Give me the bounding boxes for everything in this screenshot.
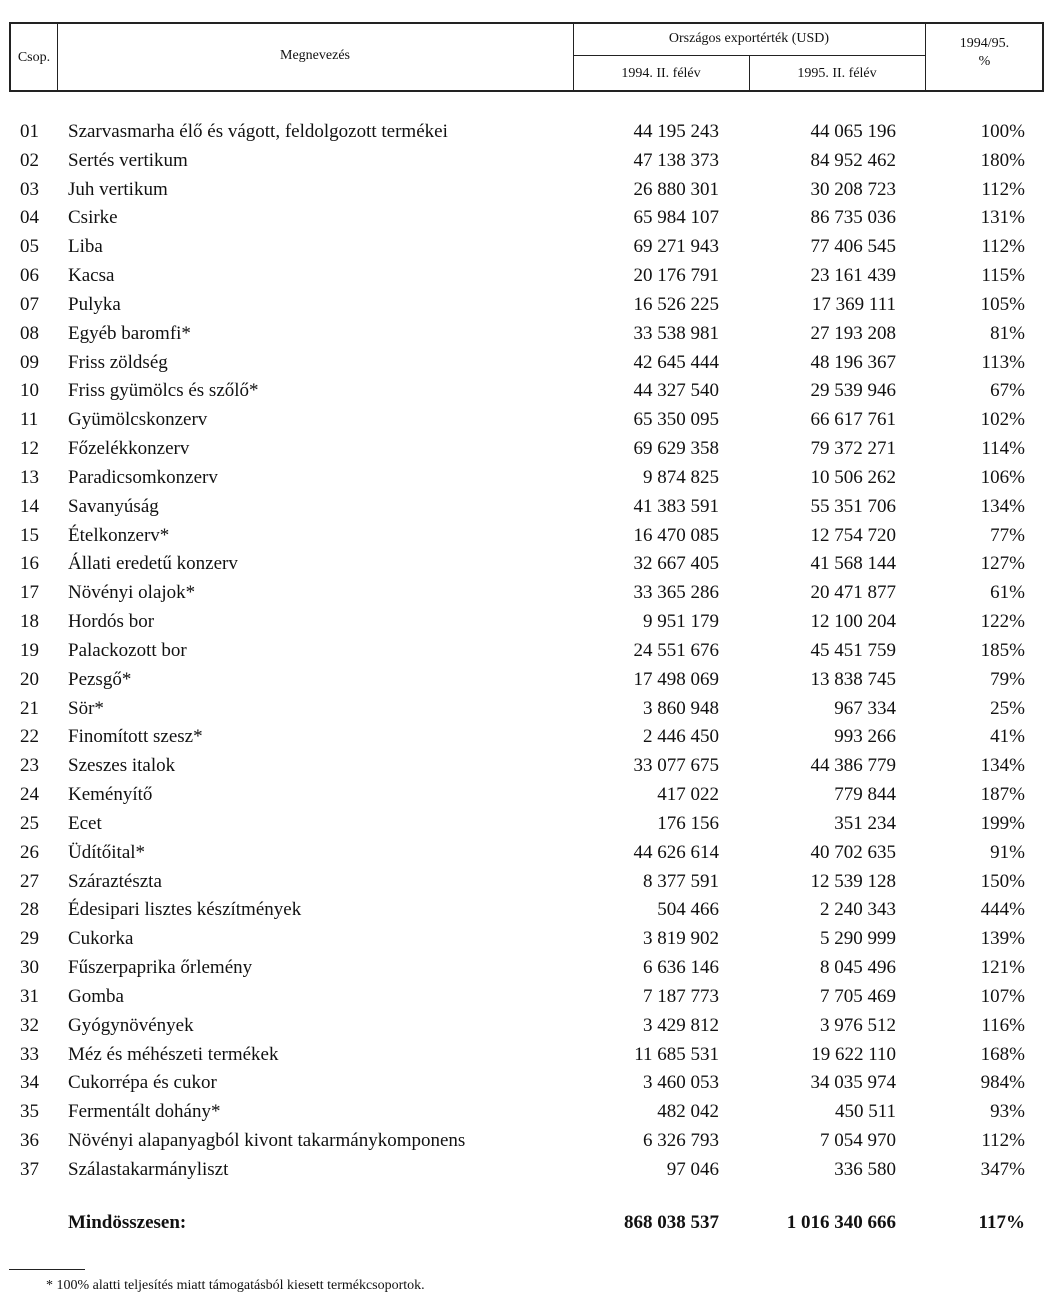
- row-value-1994: 16 526 225: [633, 293, 719, 315]
- row-code: 13: [20, 466, 39, 488]
- row-name: Szálastakarmányliszt: [68, 1158, 229, 1180]
- row-name: Állati eredetű konzerv: [68, 553, 238, 575]
- row-value-1994: 32 667 405: [633, 553, 719, 575]
- header-code: Csop.: [17, 50, 51, 65]
- row-value-1994: 26 880 301: [633, 178, 719, 200]
- row-percent: 131%: [980, 207, 1025, 229]
- row-value-1994: 9 951 179: [643, 611, 719, 633]
- row-value-1994: 65 350 095: [633, 409, 719, 431]
- row-name: Gyógynövények: [68, 1014, 194, 1036]
- row-percent: 112%: [981, 1129, 1025, 1151]
- row-value-1995: 7 705 469: [820, 985, 896, 1007]
- row-name: Paradicsomkonzerv: [68, 466, 218, 488]
- row-value-1994: 42 645 444: [633, 351, 719, 373]
- row-percent: 139%: [980, 928, 1025, 950]
- row-code: 23: [20, 755, 39, 777]
- row-value-1994: 504 466: [657, 899, 719, 921]
- row-code: 22: [20, 726, 39, 748]
- row-name: Egyéb baromfi*: [68, 322, 191, 344]
- total-label: Mindösszesen:: [68, 1212, 187, 1233]
- row-name: Cukorrépa és cukor: [68, 1072, 217, 1094]
- row-name: Palackozott bor: [68, 639, 187, 661]
- row-value-1995: 5 290 999: [820, 928, 896, 950]
- row-value-1994: 482 042: [657, 1101, 719, 1123]
- row-value-1995: 17 369 111: [811, 293, 896, 315]
- row-code: 05: [20, 236, 39, 258]
- table-row: [0, 1070, 1047, 1099]
- row-code: 25: [20, 812, 39, 834]
- table-row: [0, 523, 1047, 552]
- row-value-1995: 86 735 036: [810, 207, 896, 229]
- row-value-1994: 65 984 107: [633, 207, 719, 229]
- row-value-1994: 41 383 591: [633, 495, 719, 517]
- row-percent: 91%: [990, 841, 1025, 863]
- row-percent: 134%: [980, 495, 1025, 517]
- row-code: 19: [20, 639, 39, 661]
- row-value-1995: 19 622 110: [811, 1043, 896, 1065]
- header-1994: 1994. II. félév: [621, 66, 701, 81]
- row-value-1995: 23 161 439: [810, 265, 896, 287]
- row-value-1994: 44 195 243: [633, 121, 719, 142]
- row-value-1995: 44 065 196: [810, 121, 896, 142]
- row-percent: 102%: [980, 409, 1025, 431]
- table-row: [0, 551, 1047, 580]
- row-percent: 112%: [981, 178, 1025, 200]
- row-value-1995: 34 035 974: [810, 1072, 896, 1094]
- row-value-1994: 3 819 902: [643, 928, 719, 950]
- row-value-1994: 9 874 825: [643, 466, 719, 488]
- footnote: * 100% alatti teljesítés miatt támogatásból kiesett termékcsoportok.: [46, 1278, 425, 1293]
- row-value-1994: 3 429 812: [643, 1014, 719, 1036]
- row-percent: 115%: [981, 265, 1025, 287]
- row-percent: 77%: [990, 524, 1025, 546]
- row-percent: 121%: [980, 957, 1025, 979]
- row-value-1995: 351 234: [834, 812, 896, 834]
- row-percent: 185%: [980, 639, 1025, 661]
- total-1995: 1 016 340 666: [786, 1212, 896, 1233]
- row-code: 34: [20, 1072, 39, 1094]
- table-row: [0, 148, 1047, 177]
- row-percent: 25%: [990, 697, 1025, 719]
- row-name: Kacsa: [68, 265, 115, 287]
- row-code: 27: [20, 870, 39, 892]
- row-value-1994: 33 077 675: [633, 755, 719, 777]
- row-value-1995: 8 045 496: [820, 957, 896, 979]
- row-code: 21: [20, 697, 39, 719]
- row-code: 17: [20, 582, 39, 604]
- row-percent: 81%: [990, 322, 1025, 344]
- row-value-1994: 16 470 085: [633, 524, 719, 546]
- row-value-1994: 417 022: [657, 784, 719, 806]
- row-name: Cukorka: [68, 928, 134, 950]
- row-name: Friss zöldség: [68, 351, 168, 373]
- row-name: Liba: [68, 236, 103, 258]
- row-value-1994: 3 860 948: [643, 697, 719, 719]
- row-percent: 41%: [990, 726, 1025, 748]
- total-1994: 868 038 537: [624, 1212, 719, 1233]
- header-ratio-unit: %: [978, 54, 991, 69]
- row-value-1994: 176 156: [657, 812, 719, 834]
- row-percent: 67%: [990, 380, 1025, 402]
- row-code: 28: [20, 899, 39, 921]
- table-row: [0, 1013, 1047, 1042]
- row-value-1995: 29 539 946: [810, 380, 896, 402]
- row-value-1994: 3 460 053: [643, 1072, 719, 1094]
- table-row: [0, 378, 1047, 407]
- row-name: Növényi alapanyagból kivont takarmánykomponens: [68, 1129, 466, 1151]
- table-row: [0, 177, 1047, 206]
- row-code: 26: [20, 841, 39, 863]
- table-row: [0, 1042, 1047, 1071]
- row-value-1995: 41 568 144: [810, 553, 896, 575]
- row-name: Keményítő: [68, 784, 153, 806]
- row-percent: 112%: [981, 236, 1025, 258]
- row-name: Fűszerpaprika őrlemény: [68, 957, 253, 979]
- header-export-group: Országos exportérték (USD): [668, 31, 830, 46]
- row-name: Hordós bor: [68, 611, 155, 633]
- row-name: Pulyka: [68, 293, 121, 315]
- row-percent: 107%: [980, 985, 1025, 1007]
- row-code: 29: [20, 928, 39, 950]
- row-code: 20: [20, 668, 39, 690]
- row-code: 35: [20, 1101, 39, 1123]
- row-name: Üdítőital*: [68, 841, 146, 863]
- row-percent: 168%: [980, 1043, 1025, 1065]
- row-name: Méz és méhészeti termékek: [68, 1043, 279, 1065]
- row-code: 14: [20, 495, 39, 517]
- row-code: 10: [20, 380, 39, 402]
- row-code: 07: [20, 293, 39, 315]
- row-name: Szarvasmarha élő és vágott, feldolgozott termékei: [68, 121, 448, 142]
- row-percent: 984%: [980, 1072, 1025, 1094]
- row-name: Pezsgő*: [68, 668, 132, 690]
- row-name: Gyümölcskonzerv: [68, 409, 208, 431]
- row-percent: 444%: [980, 899, 1025, 921]
- row-percent: 127%: [980, 553, 1025, 575]
- row-value-1995: 10 506 262: [810, 466, 896, 488]
- table-header: [9, 22, 1044, 92]
- table-row: [0, 205, 1047, 234]
- row-name: Ecet: [68, 812, 102, 834]
- row-code: 36: [20, 1129, 39, 1151]
- table-row: [0, 321, 1047, 350]
- row-value-1995: 3 976 512: [820, 1014, 896, 1036]
- header-1995: 1995. II. félév: [797, 66, 877, 81]
- table-row: [0, 119, 1047, 148]
- row-value-1994: 2 446 450: [643, 726, 719, 748]
- row-percent: 116%: [981, 1014, 1025, 1036]
- row-name: Száraztészta: [68, 870, 162, 892]
- row-percent: 180%: [980, 149, 1025, 171]
- row-value-1995: 40 702 635: [810, 841, 896, 863]
- row-code: 09: [20, 351, 39, 373]
- row-code: 01: [20, 121, 39, 142]
- row-value-1994: 17 498 069: [633, 668, 719, 690]
- row-value-1995: 12 100 204: [810, 611, 896, 633]
- table-row: [0, 580, 1047, 609]
- row-name: Juh vertikum: [68, 178, 168, 200]
- row-percent: 113%: [981, 351, 1025, 373]
- table-row: [0, 292, 1047, 321]
- table-row: [0, 696, 1047, 725]
- table-body: [0, 119, 1047, 1186]
- row-value-1994: 69 629 358: [633, 438, 719, 460]
- row-code: 18: [20, 611, 39, 633]
- row-percent: 105%: [980, 293, 1025, 315]
- row-percent: 199%: [980, 812, 1025, 834]
- row-value-1994: 44 626 614: [633, 841, 719, 863]
- row-value-1995: 779 844: [834, 784, 896, 806]
- table-row: [0, 897, 1047, 926]
- row-name: Édesipari lisztes készítmények: [68, 899, 302, 921]
- row-percent: 122%: [980, 611, 1025, 633]
- table-row: [0, 407, 1047, 436]
- row-value-1995: 66 617 761: [810, 409, 896, 431]
- table-row: [0, 609, 1047, 638]
- row-code: 16: [20, 553, 39, 575]
- row-value-1995: 12 754 720: [810, 524, 896, 546]
- row-percent: 79%: [990, 668, 1025, 690]
- table-row: [0, 926, 1047, 955]
- table-row: [0, 840, 1047, 869]
- table-row: [0, 263, 1047, 292]
- row-name: Finomított szesz*: [68, 726, 203, 748]
- row-percent: 187%: [980, 784, 1025, 806]
- row-code: 02: [20, 149, 39, 171]
- row-value-1994: 6 636 146: [643, 957, 719, 979]
- row-name: Fermentált dohány*: [68, 1101, 221, 1123]
- row-percent: 150%: [980, 870, 1025, 892]
- table-row: [0, 869, 1047, 898]
- table-row: [0, 984, 1047, 1013]
- row-name: Sör*: [68, 697, 104, 719]
- row-value-1994: 24 551 676: [633, 639, 719, 661]
- row-name: Savanyúság: [68, 495, 159, 517]
- row-value-1995: 2 240 343: [820, 899, 896, 921]
- table-row: [0, 465, 1047, 494]
- total-row: [0, 1212, 1047, 1242]
- row-percent: 93%: [990, 1101, 1025, 1123]
- table-row: [0, 494, 1047, 523]
- row-value-1994: 44 327 540: [633, 380, 719, 402]
- table-row: [0, 350, 1047, 379]
- row-value-1995: 450 511: [834, 1101, 896, 1123]
- table-row: [0, 1157, 1047, 1186]
- row-value-1995: 7 054 970: [820, 1129, 896, 1151]
- total-pct: 117%: [978, 1212, 1025, 1233]
- row-percent: 114%: [981, 438, 1025, 460]
- row-percent: 134%: [980, 755, 1025, 777]
- row-value-1994: 6 326 793: [643, 1129, 719, 1151]
- row-name: Növényi olajok*: [68, 582, 196, 604]
- row-percent: 106%: [980, 466, 1025, 488]
- row-value-1994: 47 138 373: [633, 149, 719, 171]
- row-code: 30: [20, 957, 39, 979]
- row-name: Csirke: [68, 207, 118, 229]
- table-row: [0, 667, 1047, 696]
- row-name: Sertés vertikum: [68, 149, 188, 171]
- row-code: 08: [20, 322, 39, 344]
- row-code: 24: [20, 784, 39, 806]
- row-name: Szeszes italok: [68, 755, 176, 777]
- row-value-1995: 30 208 723: [810, 178, 896, 200]
- table-row: [0, 1128, 1047, 1157]
- table-row: [0, 436, 1047, 465]
- table-row: [0, 753, 1047, 782]
- row-value-1995: 79 372 271: [810, 438, 896, 460]
- row-value-1994: 33 538 981: [633, 322, 719, 344]
- row-code: 11: [20, 409, 39, 431]
- row-percent: 61%: [990, 582, 1025, 604]
- row-name: Főzelékkonzerv: [68, 438, 190, 460]
- row-percent: 100%: [980, 121, 1025, 142]
- row-code: 12: [20, 438, 39, 460]
- row-value-1994: 20 176 791: [633, 265, 719, 287]
- row-value-1995: 77 406 545: [810, 236, 896, 258]
- header-ratio: 1994/95.: [959, 36, 1010, 51]
- row-name: Ételkonzerv*: [68, 524, 170, 546]
- row-code: 31: [20, 985, 39, 1007]
- table-row: [0, 955, 1047, 984]
- table-row: [0, 234, 1047, 263]
- row-value-1994: 69 271 943: [633, 236, 719, 258]
- table-row: [0, 811, 1047, 840]
- row-value-1995: 27 193 208: [810, 322, 896, 344]
- row-value-1995: 20 471 877: [810, 582, 896, 604]
- row-code: 32: [20, 1014, 39, 1036]
- row-value-1995: 993 266: [834, 726, 896, 748]
- row-value-1995: 967 334: [834, 697, 896, 719]
- row-code: 03: [20, 178, 39, 200]
- row-value-1995: 48 196 367: [810, 351, 896, 373]
- row-code: 04: [20, 207, 39, 229]
- row-code: 06: [20, 265, 39, 287]
- row-name: Gomba: [68, 985, 124, 1007]
- row-value-1994: 7 187 773: [643, 985, 719, 1007]
- row-code: 15: [20, 524, 39, 546]
- row-value-1995: 45 451 759: [810, 639, 896, 661]
- table-row: [0, 724, 1047, 753]
- row-value-1994: 8 377 591: [643, 870, 719, 892]
- row-code: 33: [20, 1043, 39, 1065]
- footnote-rule: [9, 1269, 85, 1270]
- row-percent: 347%: [980, 1158, 1025, 1180]
- table-row: [0, 638, 1047, 667]
- row-value-1994: 11 685 531: [634, 1043, 719, 1065]
- table-row: [0, 1099, 1047, 1128]
- row-value-1995: 12 539 128: [810, 870, 896, 892]
- row-code: 37: [20, 1158, 39, 1180]
- row-value-1995: 84 952 462: [810, 149, 896, 171]
- table-row: [0, 782, 1047, 811]
- row-value-1995: 336 580: [834, 1158, 896, 1180]
- row-value-1994: 97 046: [666, 1158, 719, 1180]
- header-name: Megnevezés: [280, 48, 350, 63]
- row-value-1995: 55 351 706: [810, 495, 896, 517]
- row-value-1994: 33 365 286: [633, 582, 719, 604]
- row-value-1995: 44 386 779: [810, 755, 896, 777]
- row-value-1995: 13 838 745: [810, 668, 896, 690]
- row-name: Friss gyümölcs és szőlő*: [68, 380, 259, 402]
